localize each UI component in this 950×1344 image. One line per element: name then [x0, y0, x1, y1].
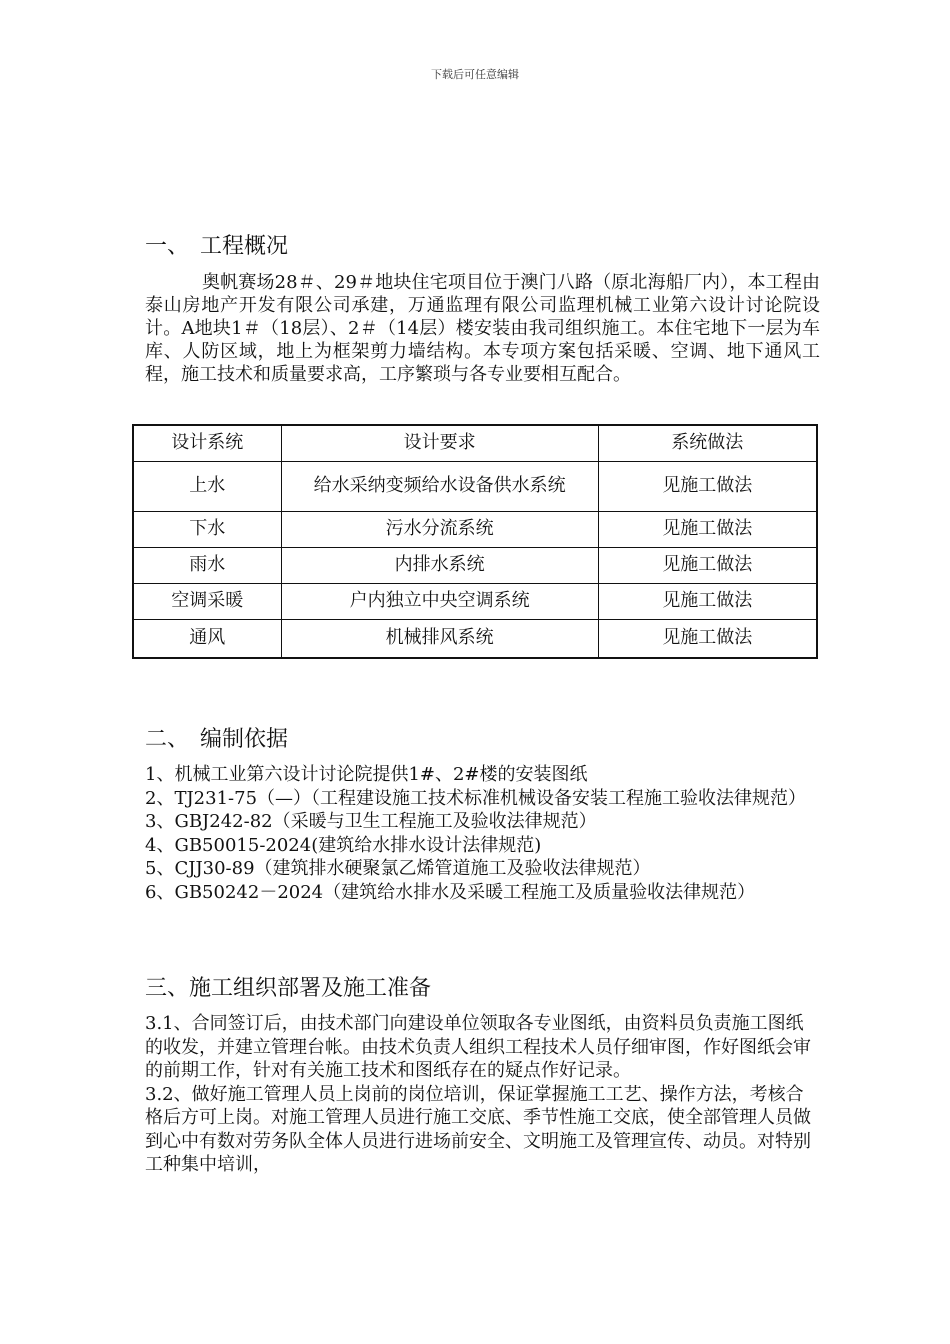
- list-item: 6、GB50242－2024（建筑给水排水及采暖工程施工及质量验收法律规范）: [145, 881, 756, 903]
- table-header-row: [133, 425, 817, 461]
- list-item: 1、机械工业第六设计讨论院提供1#、2#楼的安装图纸: [145, 764, 588, 785]
- list-item: 3.2、做好施工管理人员上岗前的岗位培训，保证掌握施工工艺、操作方法，考核合格后方可上岗。对施工管理人员进行施工交底、季节性施工交底，使全部管理人员做到心中有数对劳务队全体人员进行进场前安全、文明施工及管理宣传、动员。对特别工种集中培训，: [145, 1083, 811, 1175]
- organization-list: [145, 1012, 820, 1177]
- page-header: 下载后可任意编辑: [431, 68, 519, 81]
- section-2-number: 二、: [145, 727, 190, 752]
- section-overview: [145, 232, 820, 386]
- table-cell: 空调采暖: [133, 583, 281, 619]
- table-row: [133, 511, 817, 547]
- table-cell: 见施工做法: [598, 619, 817, 658]
- table-cell: 见施工做法: [598, 547, 817, 583]
- table-cell: 下水: [133, 511, 281, 547]
- section-1-heading: [145, 232, 820, 262]
- table-cell: 污水分流系统: [281, 511, 598, 547]
- section-basis: [145, 725, 820, 904]
- table-cell: 见施工做法: [598, 583, 817, 619]
- table-header-cell: 设计要求: [281, 425, 598, 461]
- table-header-cell: 系统做法: [598, 425, 817, 461]
- table-row: [133, 583, 817, 619]
- section-2-heading: [145, 725, 820, 755]
- table-cell: 见施工做法: [598, 511, 817, 547]
- list-item: 5、CJJ30-89（建筑排水硬聚氯乙烯管道施工及验收法律规范）: [145, 858, 651, 879]
- table-cell: 见施工做法: [598, 461, 817, 511]
- basis-list: [145, 763, 820, 904]
- table-cell: 通风: [133, 619, 281, 658]
- table-cell: 户内独立中央空调系统: [281, 583, 598, 619]
- table-header-cell: 设计系统: [133, 425, 281, 461]
- table-cell: 上水: [133, 461, 281, 511]
- table-cell: 给水采纳变频给水设备供水系统: [281, 461, 598, 511]
- list-item: 3、GBJ242-82（采暖与卫生工程施工及验收法律规范）: [145, 811, 597, 832]
- table-row: [133, 547, 817, 583]
- section-2-title: 编制依据: [200, 727, 289, 752]
- list-item: 2、TJ231-75（—）（工程建设施工技术标准机械设备安装工程施工验收法律规范）: [145, 787, 807, 809]
- table-cell: 雨水: [133, 547, 281, 583]
- section-3-heading: 三、施工组织部署及施工准备: [145, 976, 432, 1001]
- table-cell: 内排水系统: [281, 547, 598, 583]
- section-1-title: 工程概况: [200, 234, 289, 259]
- table-cell: 机械排风系统: [281, 619, 598, 658]
- design-system-table: [132, 424, 818, 659]
- list-item: 3.1、合同签订后，由技术部门向建设单位领取各专业图纸，由资料员负责施工图纸的收发，并建立管理台帐。由技术负责人组织工程技术人员仔细审图，作好图纸会审的前期工作，针对有关施工技术和图纸存在的疑点作好记录。: [145, 1013, 811, 1081]
- section-organization: [145, 974, 820, 1177]
- table-row: [133, 461, 817, 511]
- section-1-number: 一、: [145, 234, 190, 259]
- list-item: 4、GB50015-2024(建筑给水排水设计法律规范): [145, 834, 542, 856]
- overview-paragraph: 奥帆赛场28＃、29＃地块住宅项目位于澳门八路（原北海船厂内），本工程由泰山房地产开发有限公司承建，万通监理有限公司监理机械工业第六设计讨论院设计。A地块1＃（18层）、2＃（14层）楼安装由我司组织施工。本住宅地下一层为车库、人防区域，地上为框架剪力墙结构。本专项方案包括采暖、空调、地下通风工程，施工技术和质量要求高，工序繁琐与各专业要相互配合。: [145, 272, 820, 385]
- table-row: [133, 619, 817, 658]
